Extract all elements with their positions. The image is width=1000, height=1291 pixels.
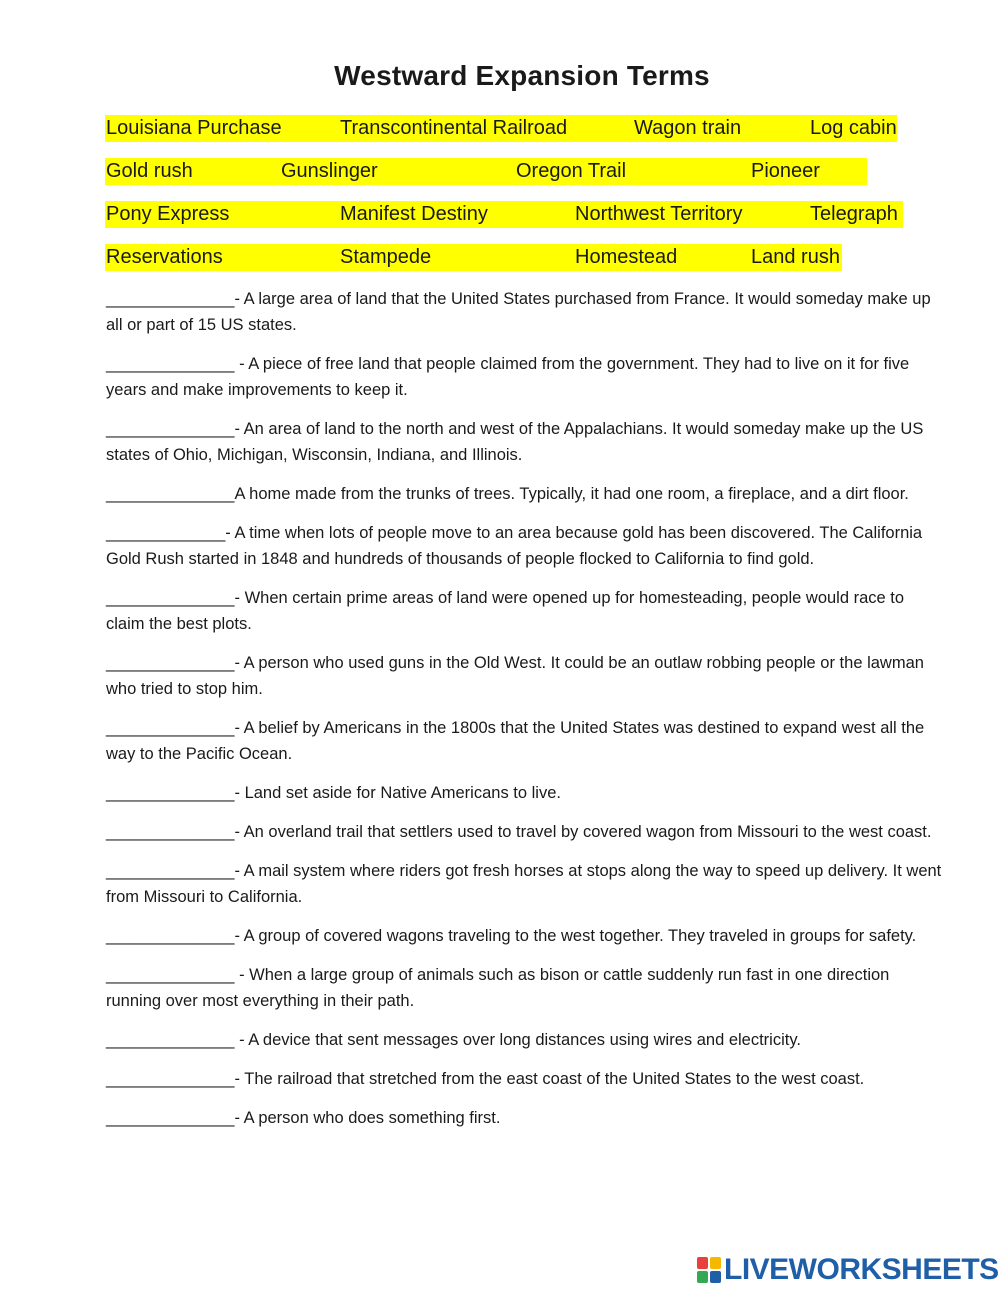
liveworksheets-logo[interactable] — [697, 1255, 999, 1285]
definition-item — [106, 351, 946, 403]
answer-blank[interactable]: ______________ — [106, 654, 235, 672]
word-bank-row-3 — [105, 201, 903, 228]
word-bank-row-4 — [105, 244, 842, 271]
answer-blank[interactable]: ______________ — [106, 1109, 235, 1127]
definition-text: - A person who used guns in the Old West. It could be an outlaw robbing people or the lawman who tried to stop him. — [106, 654, 924, 698]
word-bank-term: Pony Express — [106, 203, 230, 225]
liveworksheets-logo-icon — [697, 1257, 721, 1283]
definition-text: - A belief by Americans in the 1800s that the United States was destined to expand west all the way to the Pacific Ocean. — [106, 719, 925, 763]
definition-text: - When a large group of animals such as bison or cattle suddenly run fast in one direction running over most everything in their path. — [106, 966, 890, 1010]
logo-tile-red — [697, 1257, 708, 1269]
definition-item — [106, 416, 946, 468]
logo-text: LIVEWORKSHEETS — [724, 1253, 999, 1286]
definition-text: - A person who does something first. — [234, 1109, 501, 1127]
definition-item — [106, 481, 946, 507]
definition-item — [106, 286, 946, 338]
definition-item — [106, 1105, 946, 1131]
definition-item — [106, 1027, 946, 1053]
definition-text: - A mail system where riders got fresh horses at stops along the way to speed up delivery. It went from Missouri to California. — [106, 862, 942, 906]
word-bank-term: Manifest Destiny — [340, 203, 488, 225]
logo-tile-blue — [710, 1271, 721, 1283]
definition-text: A home made from the trunks of trees. Typically, it had one room, a fireplace, and a dirt floor. — [234, 485, 909, 503]
answer-blank[interactable]: ______________ — [106, 823, 235, 841]
definition-item — [106, 715, 946, 767]
answer-blank[interactable]: ______________ — [106, 290, 235, 308]
definition-text: - A time when lots of people move to an area because gold has been discovered. The California Gold Rush started in 1848 and hundreds of thousands of people flocked to California to find gold. — [106, 524, 923, 568]
answer-blank[interactable]: ______________ — [106, 420, 235, 438]
definition-text: - A device that sent messages over long distances using wires and electricity. — [239, 1031, 801, 1049]
answer-blank[interactable]: ______________ — [106, 862, 235, 880]
definition-item — [106, 819, 946, 845]
definition-item — [106, 923, 946, 949]
word-bank-term: Northwest Territory — [575, 203, 743, 225]
answer-blank[interactable]: ______________ — [106, 927, 235, 945]
word-bank-term: Telegraph — [810, 203, 898, 225]
definition-text: - An overland trail that settlers used to travel by covered wagon from Missouri to the west coast. — [234, 823, 932, 841]
definition-text: - A piece of free land that people claimed from the government. They had to live on it for five years and make improvements to keep it. — [106, 355, 910, 399]
answer-blank[interactable]: ______________ — [106, 355, 240, 373]
answer-blank[interactable]: ______________ — [106, 1031, 240, 1049]
definition-item — [106, 520, 946, 572]
word-bank-term: Wagon train — [634, 117, 742, 139]
definition-item — [106, 780, 946, 806]
word-bank-row-2 — [105, 158, 867, 185]
definition-text: - When certain prime areas of land were opened up for homesteading, people would race to claim the best plots. — [106, 589, 905, 633]
definition-item — [106, 962, 946, 1014]
answer-blank[interactable]: ______________ — [106, 784, 235, 802]
page-title: Westward Expansion Terms — [334, 60, 710, 91]
logo-tile-green — [697, 1271, 708, 1283]
word-bank-term: Stampede — [340, 246, 432, 268]
word-bank-term: Gold rush — [106, 160, 193, 182]
answer-blank[interactable]: ______________ — [106, 719, 235, 737]
definition-item — [106, 585, 946, 637]
definition-text: - Land set aside for Native Americans to live. — [234, 784, 561, 802]
word-bank-term: Homestead — [575, 246, 678, 268]
definition-text: - An area of land to the north and west of the Appalachians. It would someday make up the US states of Ohio, Michigan, Wisconsin, Indiana, and Illinois. — [106, 420, 924, 464]
answer-blank[interactable]: ______________ — [106, 1070, 235, 1088]
logo-tile-yellow — [710, 1257, 721, 1269]
definition-text: - A group of covered wagons traveling to the west together. They traveled in groups for safety. — [234, 927, 917, 945]
word-bank-term: Transcontinental Railroad — [340, 117, 568, 139]
answer-blank[interactable]: ______________ — [106, 485, 235, 503]
word-bank-term: Oregon Trail — [516, 160, 627, 182]
answer-blank[interactable]: ______________ — [106, 589, 235, 607]
word-bank-term: Reservations — [106, 246, 223, 268]
word-bank-term: Log cabin — [810, 117, 897, 139]
definition-item — [106, 1066, 946, 1092]
word-bank-term: Louisiana Purchase — [106, 117, 282, 139]
definition-item — [106, 650, 946, 702]
word-bank-term: Pioneer — [751, 160, 820, 182]
answer-blank[interactable]: _____________ — [106, 524, 226, 542]
answer-blank[interactable]: ______________ — [106, 966, 240, 984]
word-bank-term: Gunslinger — [281, 160, 378, 182]
definitions-list — [106, 286, 946, 1144]
definition-text: - The railroad that stretched from the east coast of the United States to the west coast. — [234, 1070, 865, 1088]
word-bank-row-1 — [105, 115, 897, 142]
word-bank-term: Land rush — [751, 246, 840, 268]
definition-item — [106, 858, 946, 910]
definition-text: - A large area of land that the United States purchased from France. It would someday make up all or part of 15 US states. — [106, 290, 931, 334]
